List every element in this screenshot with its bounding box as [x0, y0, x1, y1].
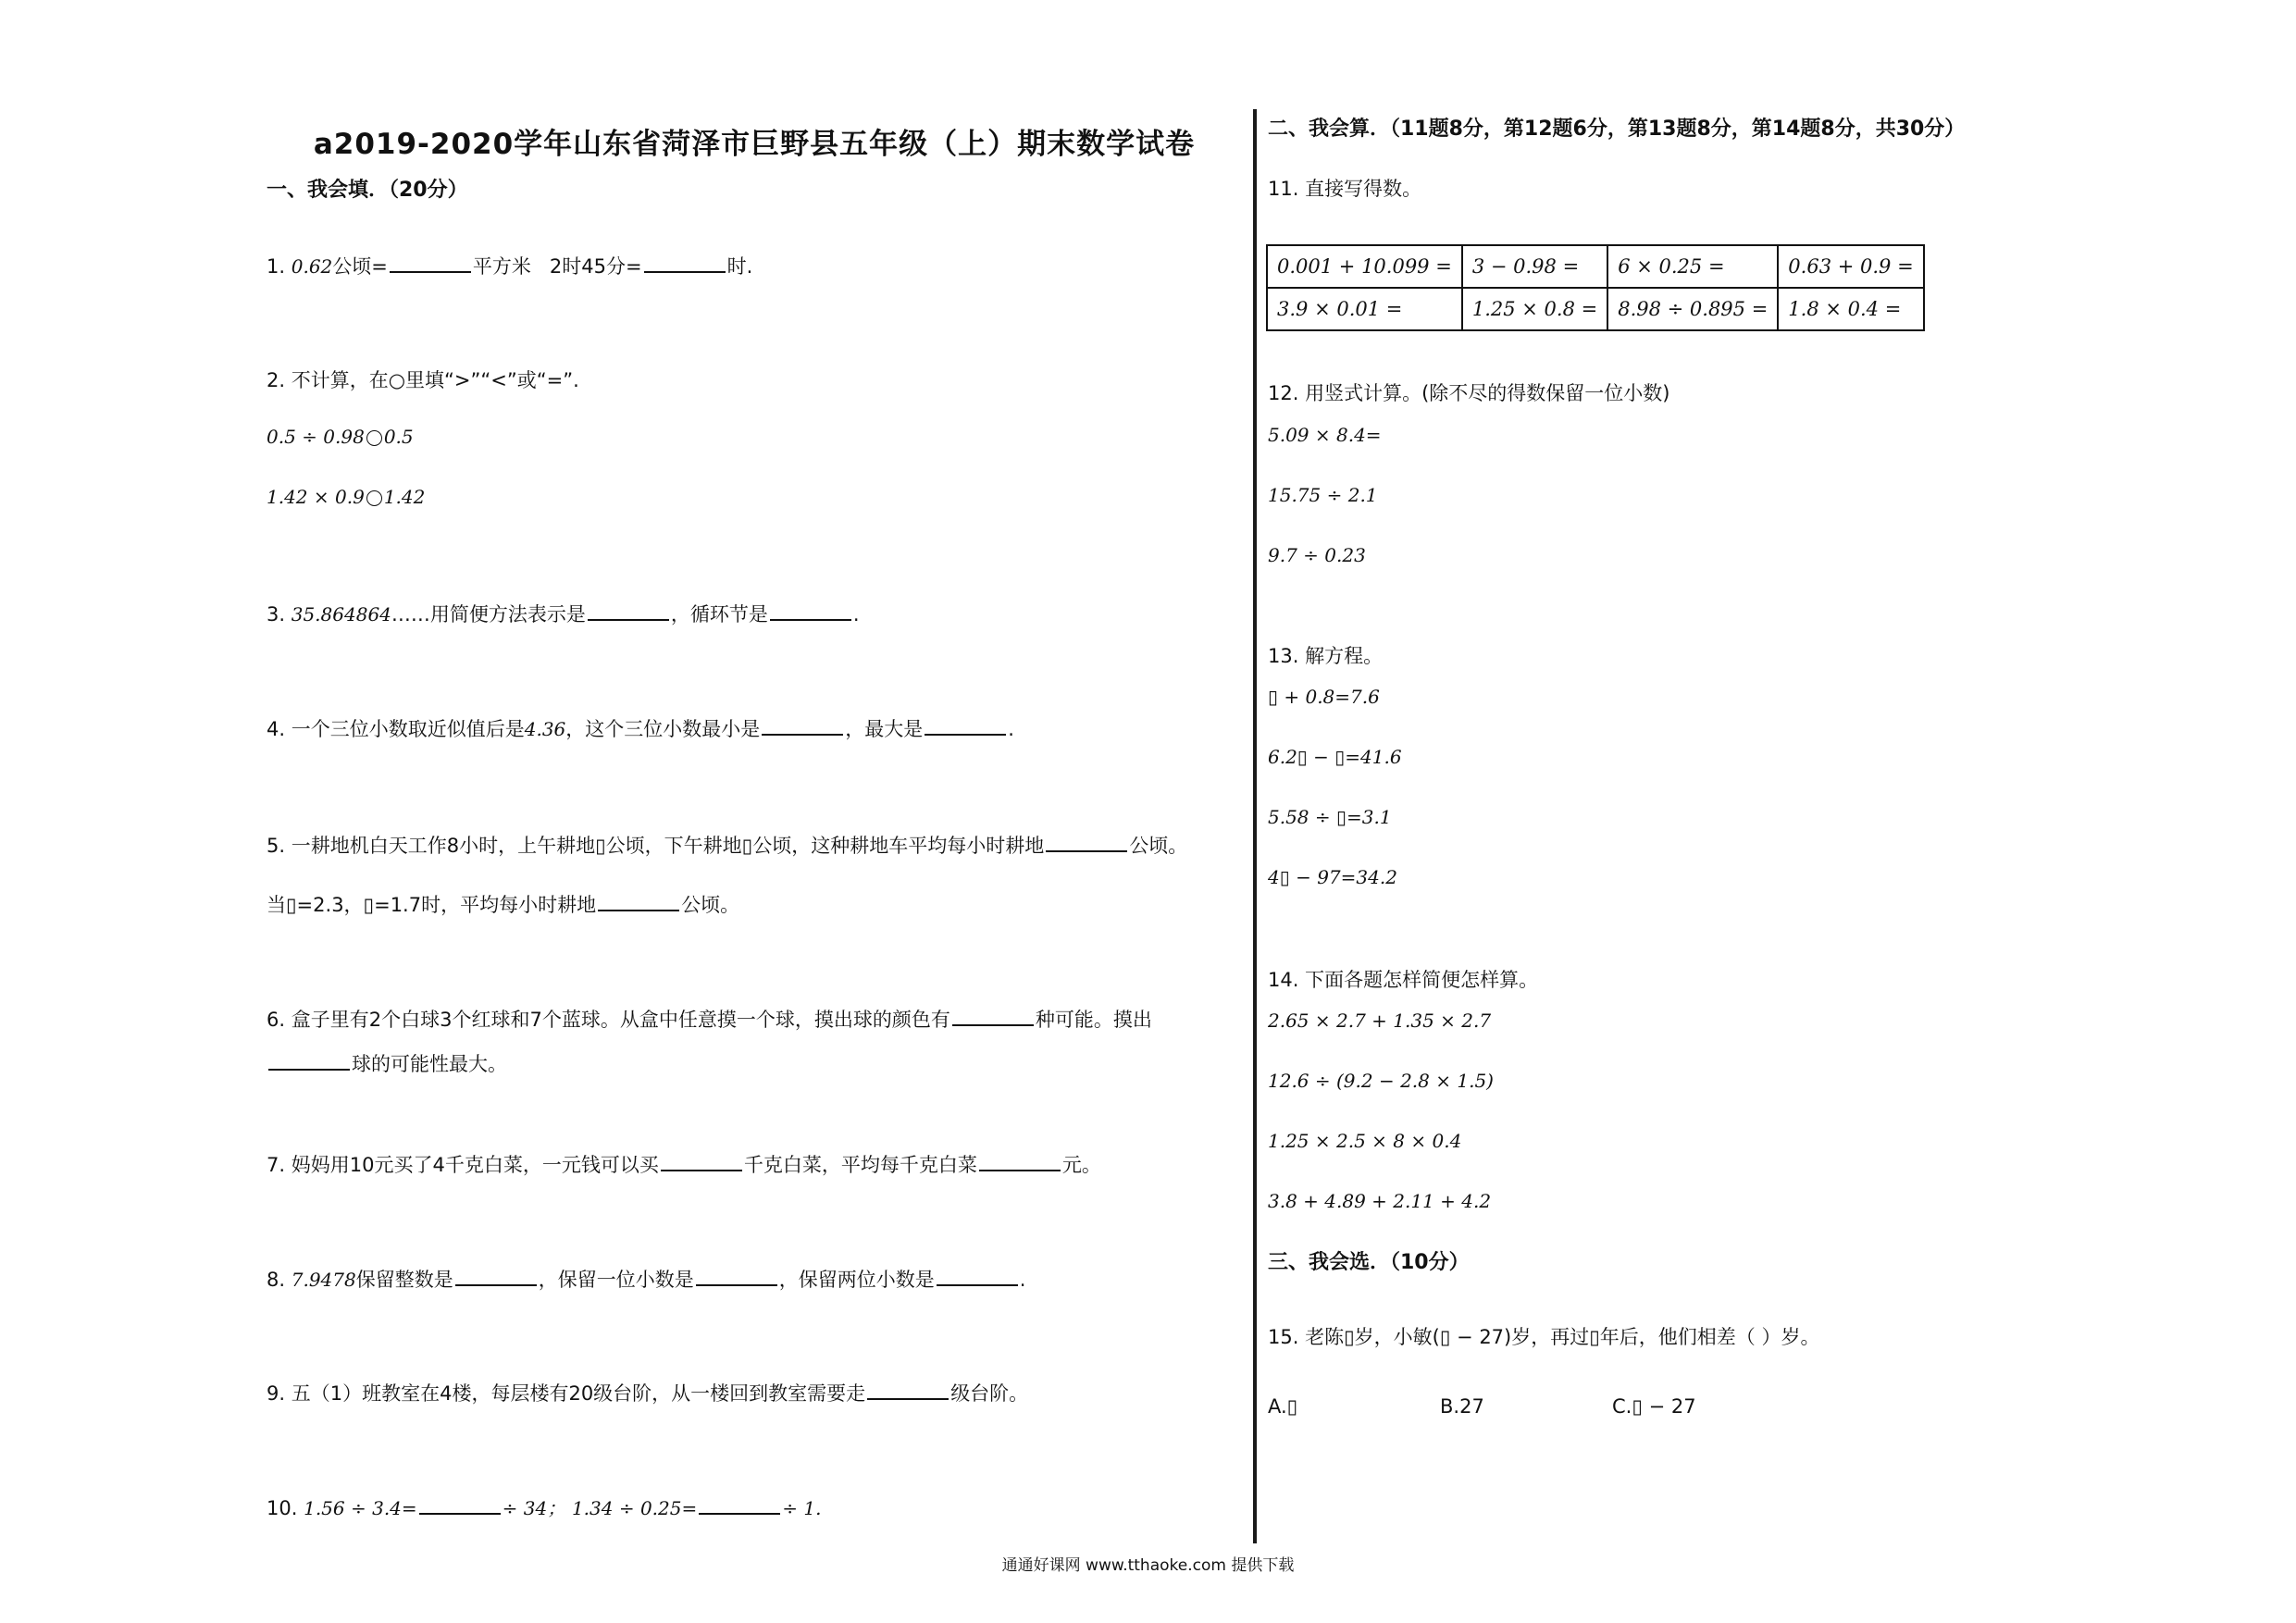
answer-blank[interactable] [598, 893, 679, 911]
answer-blank[interactable] [762, 717, 843, 736]
mental-math-table [1266, 244, 1925, 331]
q13-item: 4▯ − 97=34.2 [1268, 866, 1397, 888]
page-title: a2019-2020学年山东省菏泽市巨野县五年级（上）期末数学试卷 [313, 128, 1196, 161]
question-7: 7. 妈妈用10元买了4千克白菜，一元钱可以买 千克白菜，平均每千克白菜 元。 [267, 1154, 1101, 1176]
question-4: 4. 一个三位小数取近似值后是4.36，这个三位小数最小是 ，最大是 . [267, 718, 1014, 740]
table-cell[interactable]: 3.9 × 0.01 = [1267, 288, 1462, 330]
table-cell[interactable]: 6 × 0.25 = [1607, 245, 1778, 288]
answer-blank[interactable] [455, 1268, 537, 1286]
question-2-item-1: 0.5 ÷ 0.98 0.5 [267, 426, 414, 448]
table-row [1267, 245, 1924, 288]
table-cell[interactable]: 3 − 0.98 = [1462, 245, 1607, 288]
answer-blank[interactable] [937, 1268, 1018, 1286]
question-3: 3. 35.864864……用简便方法表示是 ，循环节是 . [267, 603, 860, 626]
option-c[interactable]: C.▯ − 27 [1612, 1395, 1696, 1418]
table-cell[interactable]: 8.98 ÷ 0.895 = [1607, 288, 1778, 330]
question-6-line-1: 6. 盒子里有2个白球3个红球和7个蓝球。从盒中任意摸一个球，摸出球的颜色有 种可能。摸出 [267, 1009, 1152, 1031]
question-15: 15. 老陈▯岁，小敏(▯ − 27)岁，再过▯年后，他们相差（ ）岁。 [1268, 1326, 1820, 1348]
option-a[interactable]: A.▯ [1268, 1395, 1298, 1418]
answer-blank[interactable] [696, 1268, 777, 1286]
section-1-heading: 一、我会填．（20分） [267, 179, 468, 202]
q13-item: 5.58 ÷ ▯=3.1 [1268, 806, 1392, 828]
answer-blank[interactable] [952, 1008, 1034, 1026]
q13-item: 6.2▯ − ▯=41.6 [1268, 746, 1402, 768]
question-5-line-2: 当▯=2.3，▯=1.7时，平均每小时耕地 公顷。 [267, 894, 740, 916]
compare-circle[interactable] [366, 430, 382, 446]
q14-item: 1.25 × 2.5 × 8 × 0.4 [1268, 1130, 1462, 1152]
answer-blank[interactable] [661, 1153, 742, 1171]
question-8: 8. 7.9478保留整数是 ，保留一位小数是 ，保留两位小数是 . [267, 1269, 1026, 1291]
answer-blank[interactable] [644, 254, 726, 273]
column-divider [1253, 109, 1257, 1543]
question-14: 14. 下面各题怎样简便怎样算。 [1268, 969, 1539, 991]
compare-circle[interactable] [366, 490, 382, 506]
q14-item: 2.65 × 2.7 + 1.35 × 2.7 [1268, 1010, 1492, 1032]
table-cell[interactable]: 0.63 + 0.9 = [1778, 245, 1923, 288]
answer-blank[interactable] [390, 254, 471, 273]
answer-blank[interactable] [1046, 834, 1127, 852]
answer-blank[interactable] [925, 717, 1006, 736]
section-3-heading: 三、我会选．（10分） [1268, 1251, 1470, 1274]
question-6-line-2: 球的可能性最大。 [267, 1049, 507, 1077]
footer-credit: 通通好课网 www.tthaoke.com 提供下载 [1001, 1556, 1295, 1575]
question-13: 13. 解方程。 [1268, 645, 1384, 667]
question-2: 2. 不计算，在○里填“>”“<”或“=”. [267, 369, 579, 391]
section-2-heading: 二、我会算．（11题8分，第12题6分，第13题8分，第14题8分，共30分） [1268, 118, 1966, 141]
q12-item: 9.7 ÷ 0.23 [1268, 544, 1366, 566]
q13-item: ▯ + 0.8=7.6 [1268, 686, 1380, 708]
answer-blank[interactable] [699, 1496, 780, 1515]
answer-blank[interactable] [588, 602, 669, 621]
question-1: 1. 0.62公顷= 平方米 2时45分= 时. [267, 255, 753, 278]
table-cell[interactable]: 1.25 × 0.8 = [1462, 288, 1607, 330]
answer-blank[interactable] [770, 602, 851, 621]
q12-item: 5.09 × 8.4= [1268, 424, 1382, 446]
table-cell[interactable]: 1.8 × 0.4 = [1778, 288, 1923, 330]
answer-blank[interactable] [979, 1153, 1061, 1171]
q14-item: 12.6 ÷ (9.2 − 2.8 × 1.5) [1268, 1070, 1494, 1092]
answer-blank[interactable] [268, 1052, 350, 1071]
question-5-line-1: 5. 一耕地机白天工作8小时，上午耕地▯公顷，下午耕地▯公顷，这种耕地车平均每小时耕地 公顷。 [267, 835, 1188, 857]
answer-blank[interactable] [419, 1496, 501, 1515]
question-9: 9. 五（1）班教室在4楼，每层楼有20级台阶，从一楼回到教室需要走 级台阶。 [267, 1382, 1029, 1405]
q12-item: 15.75 ÷ 2.1 [1268, 484, 1378, 506]
q14-item: 3.8 + 4.89 + 2.11 + 4.2 [1268, 1190, 1492, 1212]
question-2-item-2: 1.42 × 0.9 1.42 [267, 486, 426, 508]
table-cell[interactable]: 0.001 + 10.099 = [1267, 245, 1462, 288]
question-12: 12. 用竖式计算。(除不尽的得数保留一位小数) [1268, 382, 1670, 404]
option-b[interactable]: B.27 [1440, 1395, 1484, 1418]
question-11: 11. 直接写得数。 [1268, 178, 1422, 200]
question-10: 10. 1.56 ÷ 3.4= ÷ 34； 1.34 ÷ 0.25= ÷ 1. [267, 1497, 822, 1519]
answer-blank[interactable] [867, 1381, 949, 1400]
table-row [1267, 288, 1924, 330]
